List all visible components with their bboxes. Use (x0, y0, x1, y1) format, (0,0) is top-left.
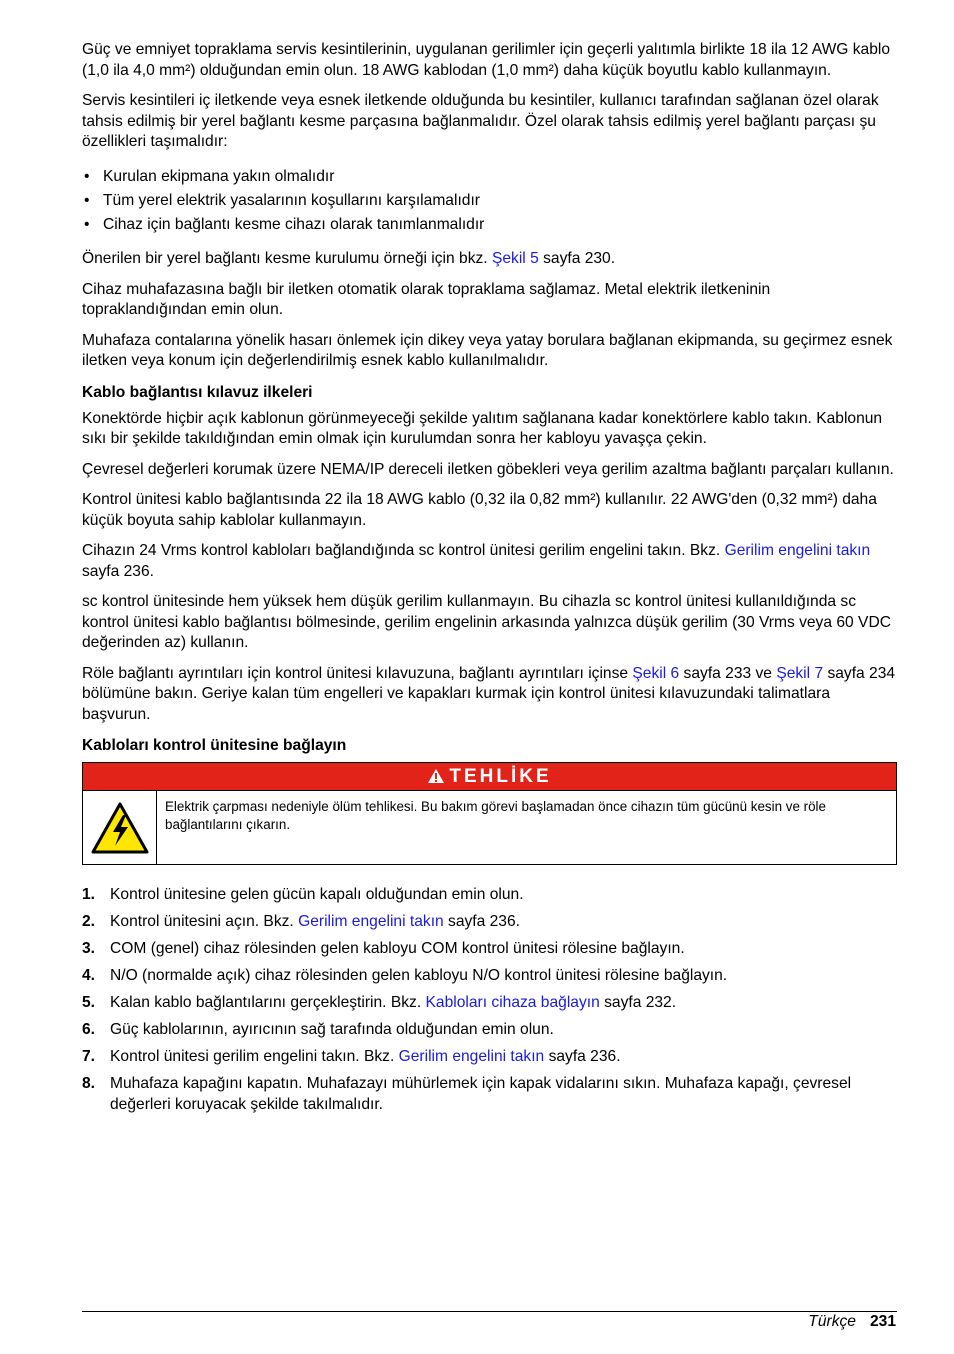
page-footer (808, 1312, 896, 1332)
list-item (82, 993, 897, 1014)
page-content (82, 40, 897, 1122)
bullet-glyph: • (84, 191, 90, 209)
list-item-text: Cihaz için bağlantı kesme cihazı olarak tanımlanmalıdır (103, 215, 485, 233)
intro-paragraph-4: Cihaz muhafazasına bağlı bir iletken otomatik olarak topraklama sağlamaz. Metal elektrik iletkeninin topraklandığından emin olun. (82, 280, 771, 318)
list-item (82, 966, 897, 987)
step-number: 1. (82, 886, 96, 903)
list-item-text: Tüm yerel elektrik yasalarının koşullarını karşılamalıdır (103, 191, 480, 209)
list-item (82, 215, 897, 236)
step-text: Kontrol ünitesini açın. Bkz. (110, 913, 299, 930)
step-text-suffix: sayfa 236. (443, 913, 520, 930)
bullet-glyph: • (84, 215, 90, 233)
step-link[interactable]: Gerilim engelini takın (298, 913, 444, 930)
step-text: Kontrol ünitesi gerilim engelini takın. Bkz. (110, 1048, 399, 1065)
list-item (82, 167, 897, 188)
list-item-text: Kurulan ekipmana yakın olmalıdır (103, 167, 335, 185)
requirements-list (82, 167, 897, 236)
step-text: Güç kablolarının, ayırıcının sağ tarafında olduğundan emin olun. (110, 1021, 554, 1038)
warning-triangle-icon (427, 768, 445, 784)
footer-language: Türkçe (808, 1313, 856, 1330)
step-link[interactable]: Gerilim engelini takın (398, 1048, 545, 1065)
intro-paragraph-1: Güç ve emniyet topraklama servis kesintilerinin, uygulanan gerilimler için geçerli yalıtımla birlikte 18 ila 12 AWG kablo (1,0 ila 4,0 mm²) olduğundan emin olun. 18 AWG kablodan (1,0 mm²) daha küçük boyutlu kablo kullanmayın. (82, 41, 891, 79)
step-link[interactable]: Kabloları cihaza bağlayın (425, 994, 600, 1011)
step-number: 2. (82, 913, 96, 930)
electric-shock-hazard-icon (90, 801, 150, 855)
danger-title: TEHLİKE (449, 766, 552, 787)
list-item (82, 1020, 897, 1041)
danger-text: Elektrik çarpması nedeniyle ölüm tehlikesi. Bu bakım görevi başlamadan önce cihazın tüm gücünü kesin ve röle bağlantılarını çıkarın. (165, 799, 826, 832)
danger-header (83, 763, 896, 791)
list-item (82, 885, 897, 906)
guideline-paragraph-2: Çevresel değerleri korumak üzere NEMA/IP dereceli iletken göbekleri veya gerilim azaltma bağlantı parçaları kullanın. (82, 460, 894, 478)
link-gerilim-engelini-takin[interactable]: Gerilim engelini takın (724, 542, 871, 559)
danger-body (83, 791, 896, 864)
step-number: 8. (82, 1075, 96, 1092)
bullet-glyph: • (84, 167, 90, 185)
list-item (82, 191, 897, 212)
page-number: 231 (869, 1313, 896, 1330)
procedure-steps (82, 885, 897, 1115)
section-heading-cable-guidelines: Kablo bağlantısı kılavuz ilkeleri (82, 383, 313, 401)
step-text: Kontrol ünitesine gelen gücün kapalı olduğundan emin olun. (110, 886, 524, 903)
step-text: COM (genel) cihaz rölesinden gelen kabloyu COM kontrol ünitesi rölesine bağlayın. (110, 940, 685, 957)
step-number: 3. (82, 940, 96, 957)
step-text: Muhafaza kapağını kapatın. Muhafazayı mühürlemek için kapak vidalarını sıkın. Muhafaza kapağı, çevresel değerleri koruyacak şekilde takılmalıdır. (110, 1075, 852, 1113)
list-item (82, 1047, 897, 1068)
guideline-paragraph-1: Konektörde hiçbir açık kablonun görünmeyeceği şekilde yalıtım sağlanana kadar konektörlere kablo takın. Kablonun sıkı bir şekilde takıldığından emin olmak için kurulumdan sonra her kabloyu yavaşça çekin. (82, 409, 883, 447)
guideline-paragraph-6: Röle bağlantı ayrıntıları için kontrol ünitesi kılavuzuna, bağlantı ayrıntıları içinse Şekil 6 sayfa 233 ve Şekil 7 sayfa 234 bölümüne bakın. Geriye kalan tüm engelleri ve kapakları kurmak için kontrol ünitesi kılavuzundaki talimatlara başvurun. (82, 664, 896, 723)
step-text-suffix: sayfa 232. (599, 994, 677, 1011)
step-text: N/O (normalde açık) cihaz rölesinden gelen kabloyu N/O kontrol ünitesi rölesine bağlayın. (110, 967, 728, 984)
guideline-paragraph-4: Cihazın 24 Vrms kontrol kabloları bağlandığında sc kontrol ünitesi gerilim engelini takın. Bkz. Gerilim engelini takın sayfa 236. (82, 542, 871, 580)
guideline-paragraph-3: Kontrol ünitesi kablo bağlantısında 22 ila 18 AWG kablo (0,32 ila 0,82 mm²) kullanılır. 22 AWG'den (0,32 mm²) daha küçük boyuta sahip kablolar kullanmayın. (82, 491, 877, 529)
link-sekil-6[interactable]: Şekil 6 (632, 664, 680, 682)
link-sekil-5[interactable]: Şekil 5 (491, 250, 539, 267)
footer-divider (82, 1311, 897, 1312)
guideline-paragraph-5: sc kontrol ünitesinde hem yüksek hem düşük gerilim kullanmayın. Bu cihazla sc kontrol ünitesi kullanıldığında sc kontrol ünitesi kablo bağlantısı bölmesinde, gerilim engelinin arkasında yalnızca düşük gerilim (30 Vrms veya 60 VDC değerinden az) kullanın. (82, 593, 891, 651)
section-heading-connect-cables: Kabloları kontrol ünitesine bağlayın (82, 737, 347, 754)
danger-icon-cell (83, 791, 157, 864)
intro-paragraph-2: Servis kesintileri iç iletkende veya esnek iletkende olduğunda bu kesintiler, kullanıcı tarafından sağlanan özel olarak tahsis edilmiş bir yerel bağlantı kesme parçasına bağlanmalıdır. Özel olarak tahsis edilmiş yerel bağlantı parçası şu özellikleri taşımalıdır: (82, 92, 879, 150)
list-item (82, 1074, 897, 1115)
intro-paragraph-5: Muhafaza contalarına yönelik hasarı önlemek için dikey veya yatay borulara bağlanan ekipmanda, su geçirmez esnek iletken veya konum için değerlendirilmiş esnek kablo kullanılmalıdır. (82, 331, 893, 369)
list-item (82, 912, 897, 933)
intro-paragraph-3: Önerilen bir yerel bağlantı kesme kurulumu örneği için bkz. Şekil 5 sayfa 230. (82, 250, 616, 267)
list-item (82, 939, 897, 960)
step-number: 7. (82, 1048, 96, 1065)
step-text: Kalan kablo bağlantılarını gerçekleştirin. Bkz. (110, 994, 426, 1011)
danger-notice (82, 762, 897, 865)
step-number: 6. (82, 1021, 96, 1038)
link-sekil-7[interactable]: Şekil 7 (776, 664, 824, 682)
step-text-suffix: sayfa 236. (544, 1048, 621, 1065)
step-number: 5. (82, 994, 96, 1011)
step-number: 4. (82, 967, 96, 984)
